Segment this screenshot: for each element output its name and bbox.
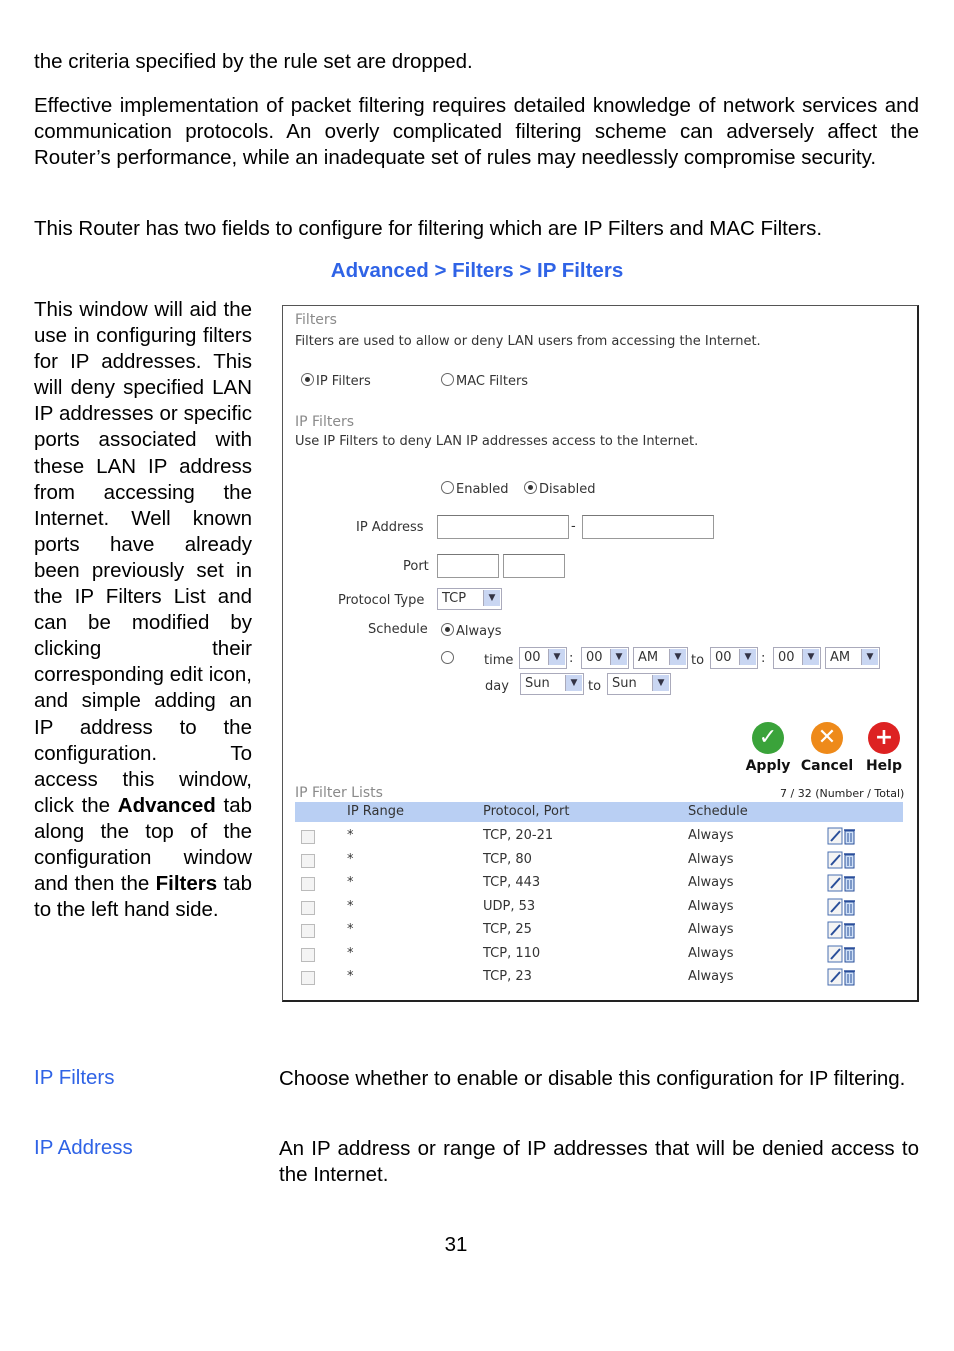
port-end-input[interactable] [503, 554, 565, 578]
start-day-value: Sun [525, 676, 550, 691]
paragraph-1: the criteria specified by the rule set are dropped. [34, 50, 473, 73]
time-colon: : [569, 651, 574, 666]
radio-empty-icon [441, 481, 454, 494]
row-ip-range: * [347, 875, 354, 890]
end-minute-select[interactable] [773, 647, 821, 669]
protocol-type-label: Protocol Type [338, 593, 425, 608]
chevron-down-icon: ▼ [861, 649, 878, 665]
table-header [295, 802, 903, 822]
radio-mac-filters[interactable] [441, 373, 528, 389]
row-protocol-port: TCP, 23 [483, 969, 532, 984]
radio-ip-filters[interactable] [301, 373, 371, 389]
edit-delete-icon[interactable] [827, 921, 857, 939]
ip-range-dash: - [571, 519, 576, 534]
radio-empty-icon [441, 373, 454, 386]
chevron-down-icon: ▼ [739, 649, 756, 665]
table-row [295, 850, 903, 872]
protocol-select[interactable] [437, 588, 502, 610]
radio-ip-label: IP Filters [316, 374, 371, 389]
row-schedule: Always [688, 875, 734, 890]
row-schedule: Always [688, 898, 734, 914]
row-checkbox[interactable] [301, 854, 315, 868]
radio-enabled[interactable] [441, 481, 509, 497]
radio-selected-icon [441, 623, 454, 636]
row-schedule: Always [688, 945, 734, 961]
filters-desc: Filters are used to allow or deny LAN users from accessing the Internet. [295, 334, 761, 349]
row-checkbox[interactable] [301, 877, 315, 891]
time-colon: : [761, 651, 766, 666]
row-ip-range: * [347, 945, 354, 961]
edit-delete-icon[interactable] [827, 968, 857, 986]
side-text-d: tab to the left hand side. [34, 872, 252, 922]
row-ip-range: * [347, 828, 354, 843]
def-ip-address-desc: An IP address or range of IP addresses that will be denied access to the Internet. [279, 1137, 919, 1186]
chevron-down-icon: ▼ [802, 649, 819, 665]
row-protocol-port: UDP, 53 [483, 898, 536, 914]
disabled-label: Disabled [539, 482, 596, 497]
row-ip-range: * [347, 851, 354, 867]
edit-delete-icon[interactable] [827, 945, 857, 963]
filters-title: Filters [295, 312, 337, 328]
start-day-select[interactable] [520, 673, 584, 695]
table-row [295, 967, 903, 989]
col-ip-range: IP Range [347, 804, 405, 819]
time-label: time [484, 653, 514, 668]
ip-filters-title: IP Filters [295, 414, 354, 430]
radio-selected-icon [524, 481, 537, 494]
always-label: Always [456, 624, 502, 639]
apply-button[interactable] [738, 722, 798, 774]
radio-mac-label: MAC Filters [456, 374, 529, 389]
start-ampm-value: AM [638, 650, 659, 665]
def-ip-filters-label: IP Filters [34, 1066, 115, 1089]
chevron-down-icon: ▼ [669, 649, 686, 665]
day-label: day [485, 679, 509, 694]
apply-label: Apply [745, 758, 791, 774]
side-text-c: tab along the top of the configuration window and then the [34, 793, 252, 896]
table-row [295, 873, 903, 895]
end-minute-value: 00 [778, 650, 795, 665]
end-hour-value: 00 [715, 650, 732, 665]
cancel-label: Cancel [800, 758, 854, 774]
section-heading: Advanced > Filters > IP Filters [330, 259, 624, 282]
edit-delete-icon[interactable] [827, 898, 857, 916]
side-bold-filters: Filters [155, 872, 218, 896]
table-row [295, 944, 903, 966]
time-to-label: to [691, 653, 705, 668]
end-hour-select[interactable] [710, 647, 758, 669]
start-minute-value: 00 [586, 650, 603, 665]
start-ampm-select[interactable] [633, 647, 688, 669]
ip-start-input[interactable] [437, 515, 569, 539]
day-to-label: to [588, 679, 602, 694]
row-checkbox[interactable] [301, 901, 315, 915]
paragraph-2: Effective implementation of packet filtering requires detailed knowledge of network services and communication protocols. An overly complicated filtering scheme can adversely affect the Router’s performance, while an inadequate set of rules may needlessly compromise security. [34, 94, 919, 169]
row-schedule: Always [688, 851, 734, 867]
end-day-value: Sun [612, 676, 637, 691]
chevron-down-icon: ▼ [610, 649, 627, 665]
help-plus-icon: + [868, 722, 900, 754]
radio-always[interactable] [441, 623, 502, 639]
help-button[interactable] [854, 722, 914, 774]
help-label: Help [865, 758, 903, 774]
def-ip-filters-desc: Choose whether to enable or disable this configuration for IP filtering. [279, 1067, 906, 1090]
router-screenshot [282, 305, 919, 1002]
row-protocol-port: TCP, 443 [483, 875, 541, 890]
page-number: 31 [444, 1233, 468, 1256]
row-ip-range: * [347, 898, 354, 914]
start-hour-select[interactable] [519, 647, 567, 669]
end-ampm-select[interactable] [825, 647, 880, 669]
def-ip-address-label: IP Address [34, 1136, 133, 1159]
chevron-down-icon: ▼ [548, 649, 565, 665]
ip-address-label: IP Address [356, 520, 424, 535]
port-label: Port [403, 559, 429, 574]
schedule-label: Schedule [368, 622, 428, 637]
table-row [295, 920, 903, 942]
radio-empty-icon [441, 651, 454, 664]
end-ampm-value: AM [830, 650, 851, 665]
cancel-button[interactable] [797, 722, 857, 774]
ip-filter-lists-title: IP Filter Lists [295, 785, 383, 801]
protocol-value: TCP [442, 591, 467, 606]
filter-count: 7 / 32 (Number / Total) [780, 787, 905, 800]
edit-delete-icon[interactable] [827, 827, 857, 845]
row-ip-range: * [347, 922, 354, 937]
ip-filters-desc: Use IP Filters to deny LAN IP addresses access to the Internet. [295, 434, 699, 449]
row-checkbox[interactable] [301, 948, 315, 962]
start-minute-select[interactable] [581, 647, 629, 669]
row-protocol-port: TCP, 110 [483, 945, 541, 961]
radio-schedule-custom[interactable] [441, 651, 456, 667]
edit-delete-icon[interactable] [827, 874, 857, 892]
side-text-a: This window will aid the use in configuring filters for IP addresses. This will deny specified LAN IP addresses or specific ports associated with these LAN IP address from accessing the Internet. Well known ports have already been previously set in the IP Filters List and can be modified by clicking their corresponding edit icon, and simple adding an IP address to the configuration. To access this window, click the [34, 298, 252, 817]
row-protocol-port: TCP, 25 [483, 922, 532, 937]
row-protocol-port: TCP, 80 [483, 851, 532, 867]
side-description [34, 297, 252, 923]
col-protocol-port: Protocol, Port [483, 804, 570, 819]
chevron-down-icon: ▼ [483, 590, 500, 606]
chevron-down-icon: ▼ [652, 675, 669, 691]
table-row [295, 826, 903, 848]
row-protocol-port: TCP, 20-21 [483, 828, 554, 843]
port-start-input[interactable] [437, 554, 499, 578]
chevron-down-icon: ▼ [565, 675, 582, 691]
row-checkbox[interactable] [301, 924, 315, 938]
row-schedule: Always [688, 969, 734, 984]
side-bold-advanced: Advanced [117, 793, 216, 817]
row-checkbox[interactable] [301, 830, 315, 844]
enabled-label: Enabled [456, 482, 509, 497]
cancel-x-icon: ✕ [811, 722, 843, 754]
radio-selected-icon [301, 373, 314, 386]
end-day-select[interactable] [607, 673, 671, 695]
paragraph-3: This Router has two fields to configure for filtering which are IP Filters and MAC Filters. [34, 217, 823, 240]
row-ip-range: * [347, 969, 354, 984]
row-checkbox[interactable] [301, 971, 315, 985]
checkmark-icon: ✓ [752, 722, 784, 754]
col-schedule: Schedule [688, 804, 748, 819]
ip-end-input[interactable] [582, 515, 714, 539]
edit-delete-icon[interactable] [827, 851, 857, 869]
start-hour-value: 00 [524, 650, 541, 665]
radio-disabled[interactable] [524, 481, 595, 497]
table-row [295, 897, 903, 919]
row-schedule: Always [688, 828, 734, 843]
row-schedule: Always [688, 922, 734, 937]
